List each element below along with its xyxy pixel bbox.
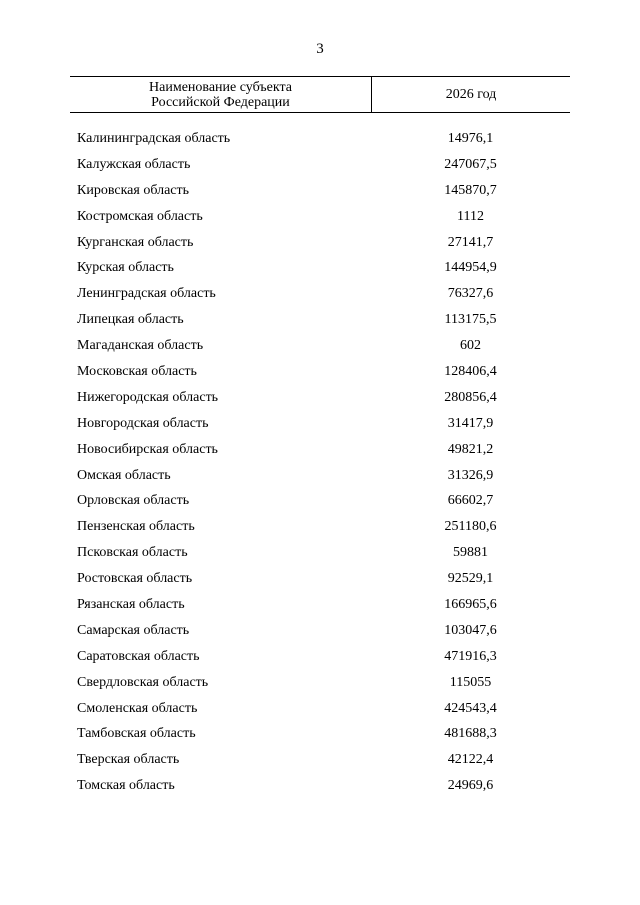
value-cell: 145870,7 <box>444 182 497 198</box>
value-cell: 14976,1 <box>447 131 494 146</box>
table-row <box>0 307 640 333</box>
region-name-cell: Новосибирская область <box>77 441 218 457</box>
value-cell: 66602,7 <box>447 493 494 509</box>
value-cell: 247067,5 <box>444 156 497 172</box>
region-name-cell: Смоленская область <box>77 700 198 716</box>
region-name-cell: Орловская область <box>77 493 190 509</box>
table-row <box>0 230 640 256</box>
table-row <box>0 204 640 230</box>
region-name-cell: Курганская область <box>77 234 194 250</box>
region-name-cell: Псковская область <box>77 545 188 561</box>
value-cell: 471916,3 <box>444 648 497 664</box>
region-name-cell: Кировская область <box>77 182 190 198</box>
value-cell: 280856,4 <box>444 389 497 405</box>
region-name-cell: Тверская область <box>77 752 180 768</box>
table-body <box>0 126 640 799</box>
table-row <box>0 385 640 411</box>
value-cell: 31417,9 <box>447 415 494 431</box>
table-header <box>70 76 570 113</box>
table-row <box>0 411 640 437</box>
value-cell: 166965,6 <box>444 597 497 613</box>
value-cell: 49821,2 <box>447 441 494 457</box>
region-name-cell: Ленинградская область <box>77 286 216 302</box>
value-cell: 59881 <box>453 545 488 561</box>
table-row <box>0 773 640 799</box>
region-name-cell: Тамбовская область <box>77 726 196 742</box>
region-name-cell: Новгородская область <box>77 415 209 431</box>
value-cell: 113175,5 <box>444 312 497 328</box>
region-name-cell: Омская область <box>77 467 171 483</box>
value-cell: 76327,6 <box>447 286 494 302</box>
table-row <box>0 437 640 463</box>
table-row <box>0 463 640 489</box>
region-name-cell: Саратовская область <box>77 648 200 664</box>
table-row <box>0 618 640 644</box>
page-number: 3 <box>316 41 324 57</box>
region-name-cell: Рязанская область <box>77 597 185 613</box>
region-name-cell: Самарская область <box>77 622 190 638</box>
value-cell: 24969,6 <box>447 778 494 794</box>
region-name-cell: Свердловская область <box>77 674 209 690</box>
table-row <box>0 488 640 514</box>
table-row <box>0 255 640 281</box>
table-row <box>0 644 640 670</box>
table-row <box>0 152 640 178</box>
region-name-cell: Томская область <box>77 778 175 794</box>
value-cell: 31326,9 <box>447 467 494 483</box>
table-row <box>0 592 640 618</box>
value-cell: 251180,6 <box>444 519 497 535</box>
region-name-cell: Московская область <box>77 364 197 380</box>
region-name-cell: Курская область <box>77 260 174 276</box>
value-cell: 115055 <box>449 674 492 690</box>
table-row <box>0 333 640 359</box>
region-name-cell: Пензенская область <box>77 519 195 535</box>
value-cell: 144954,9 <box>444 260 497 276</box>
region-name-cell: Калужская область <box>77 156 191 172</box>
year-column-header: 2026 год <box>445 86 497 102</box>
value-cell: 128406,4 <box>444 364 497 380</box>
table-row <box>0 747 640 773</box>
value-cell: 92529,1 <box>447 571 494 587</box>
value-cell: 42122,4 <box>447 752 494 768</box>
table-row <box>0 540 640 566</box>
table-row <box>0 670 640 696</box>
region-column-header: Наименование субъекта Российской Федерации <box>70 77 372 112</box>
table-row <box>0 514 640 540</box>
region-name-cell: Магаданская область <box>77 338 204 354</box>
value-cell: 103047,6 <box>444 622 497 638</box>
table-row <box>0 696 640 722</box>
table-row <box>0 281 640 307</box>
region-name-cell: Ростовская область <box>77 571 193 587</box>
value-cell: 1112 <box>457 208 484 224</box>
region-name-cell: Нижегородская область <box>77 389 219 405</box>
value-cell: 602 <box>460 338 481 354</box>
value-cell: 424543,4 <box>444 700 497 716</box>
region-name-cell: Калининградская область <box>77 131 231 146</box>
table-row <box>0 721 640 747</box>
region-name-cell: Костромская область <box>77 208 203 224</box>
table-row <box>0 178 640 204</box>
table-row <box>0 126 640 152</box>
value-cell: 481688,3 <box>444 726 497 742</box>
table-row <box>0 566 640 592</box>
value-cell: 27141,7 <box>447 234 494 250</box>
table-row <box>0 359 640 385</box>
region-name-cell: Липецкая область <box>77 312 184 328</box>
